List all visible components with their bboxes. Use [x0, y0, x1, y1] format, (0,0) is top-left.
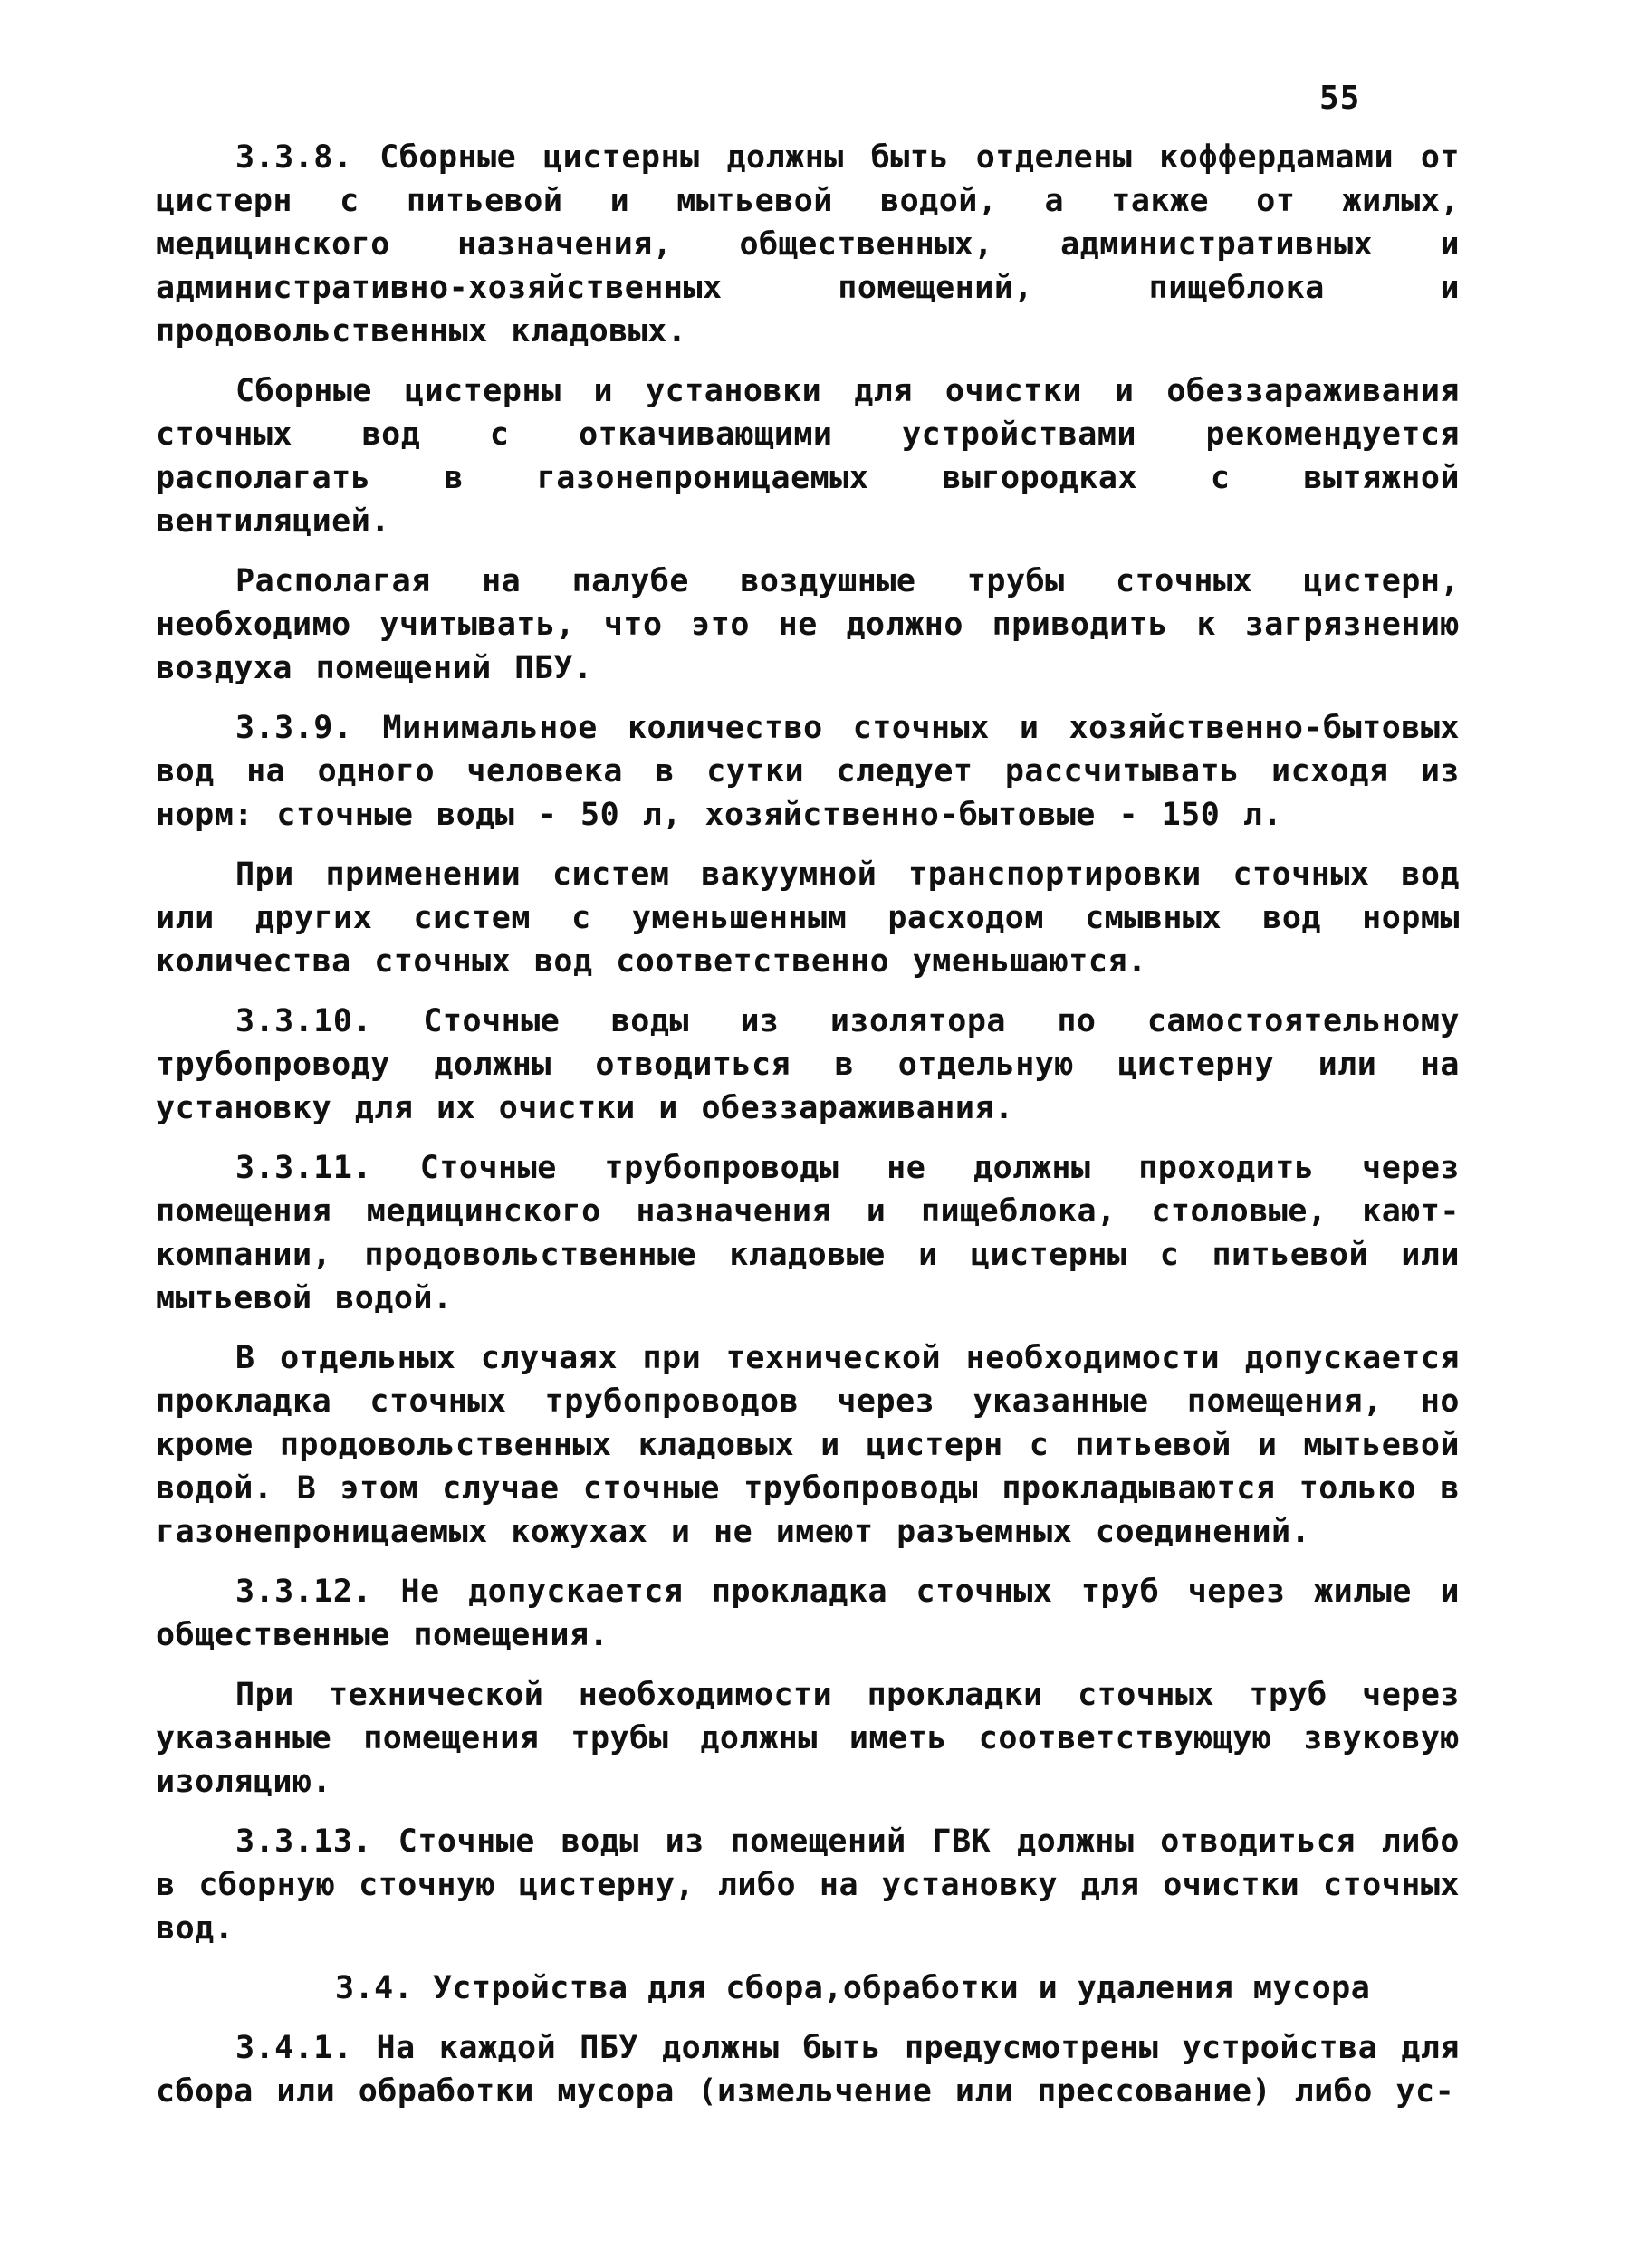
page-number: 55 — [1319, 80, 1361, 117]
paragraph-vacuum-systems: При применении систем вакуумной транспортировки сточных вод или других систем с уменьшенным расходом смывных вод нормы количества сточных вод соответственно уменьшаются. — [156, 856, 1460, 980]
paragraph-3-3-9: 3.3.9. Минимальное количество сточных и хозяйственно-бытовых вод на одного человека в сутки следует рассчитывать исходя из норм: сточные воды - 50 л, хозяйственно-бытовые - 150 л. — [156, 710, 1460, 833]
paragraph-3-3-12: 3.3.12. Не допускается прокладка сточных труб через жилые и общественные помещения. — [156, 1574, 1460, 1653]
paragraph-sound-insulation: При технической необходимости прокладки сточных труб через указанные помещения трубы должны иметь соответствующую звуковую изоляцию. — [156, 1677, 1460, 1800]
paragraph-collection-tanks: Сборные цистерны и установки для очистки и обеззараживания сточных вод с откачивающими устройствами рекомендуется располагать в газонепроницаемых выгородках с вытяжной вентиляцией. — [156, 373, 1460, 540]
paragraph-exceptions: В отдельных случаях при технической необходимости допускается прокладка сточных трубопроводов через указанные помещения, но кроме продовольственных кладовых и цистерн с питьевой и мытьевой водой. В этом случае сточные трубопроводы прокладываются только в газонепроницаемых кожухах и не имеют разъемных соединений. — [156, 1340, 1460, 1550]
document-body — [156, 136, 1460, 2129]
paragraph-3-3-13: 3.3.13. Сточные воды из помещений ГВК должны отводиться либо в сборную сточную цистерну, либо на установку для очистки сточных вод. — [156, 1823, 1460, 1947]
paragraph-3-3-11: 3.3.11. Сточные трубопроводы не должны проходить через помещения медицинского назначения и пищеблока, столовые, кают-компании, продовольственные кладовые и цистерны с питьевой или мытьевой водой. — [156, 1150, 1460, 1316]
paragraph-3-4-1: 3.4.1. На каждой ПБУ должны быть предусмотрены устройства для сбора или обработки мусора (измельчение или прессование) либо ус- — [156, 2030, 1460, 2110]
paragraph-3-3-10: 3.3.10. Сточные воды из изолятора по самостоятельному трубопроводу должны отводиться в отдельную цистерну или на установку для их очистки и обеззараживания. — [156, 1003, 1460, 1126]
section-title-3-4: 3.4. Устройства для сбора,обработки и удаления мусора — [335, 1970, 1371, 2006]
paragraph-air-pipes: Располагая на палубе воздушные трубы сточных цистерн, необходимо учитывать, что это не должно приводить к загрязнению воздуха помещений ПБУ. — [156, 563, 1460, 686]
paragraph-3-3-8: 3.3.8. Сборные цистерны должны быть отделены коффердамами от цистерн с питьевой и мытьевой водой, а также от жилых, медицинского назначения, общественных, административных и административно-хозяйственных помещений, пищеблока и продовольственных кладовых. — [156, 139, 1460, 349]
